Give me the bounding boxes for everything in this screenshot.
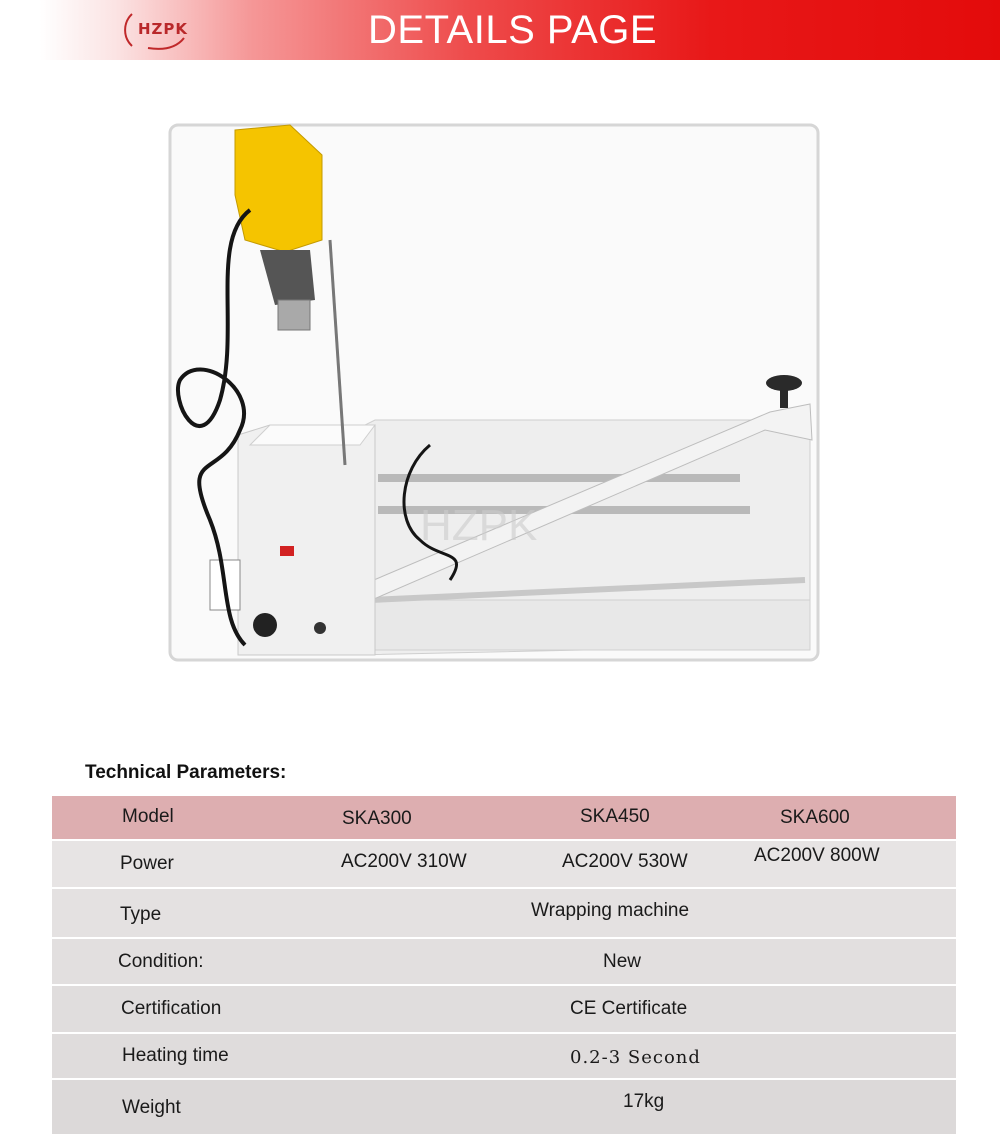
model-label: Model bbox=[122, 806, 174, 827]
row-divider bbox=[64, 1078, 956, 1079]
model-ska600: SKA600 bbox=[780, 807, 850, 828]
model-ska300: SKA300 bbox=[342, 808, 412, 829]
type-value: Wrapping machine bbox=[531, 900, 690, 921]
model-ska450: SKA450 bbox=[580, 806, 650, 827]
row-divider bbox=[64, 887, 956, 888]
section-title: Technical Parameters: bbox=[85, 762, 287, 783]
power-ska450: AC200V 530W bbox=[562, 851, 688, 872]
table-row bbox=[52, 889, 956, 937]
product-image bbox=[150, 100, 850, 700]
power-ska300: AC200V 310W bbox=[341, 851, 467, 872]
heating-time-value: 0.2-3 Second bbox=[570, 1047, 701, 1068]
weight-value: 17kg bbox=[623, 1091, 665, 1112]
watermark-text: HZPK bbox=[420, 501, 538, 550]
certification-value: CE Certificate bbox=[570, 998, 688, 1019]
row-divider bbox=[64, 937, 956, 938]
power-ska600: AC200V 800W bbox=[754, 845, 880, 866]
heating-time-label: Heating time bbox=[122, 1045, 229, 1066]
row-divider bbox=[64, 1032, 956, 1033]
brand-logo-text: HZPK bbox=[138, 20, 189, 38]
condition-label: Condition: bbox=[118, 951, 204, 972]
table-row bbox=[52, 1080, 956, 1134]
certification-label: Certification bbox=[121, 998, 222, 1019]
page-title: DETAILS PAGE bbox=[368, 8, 658, 52]
row-divider bbox=[64, 984, 956, 985]
condition-value: New bbox=[603, 951, 642, 972]
type-label: Type bbox=[120, 904, 162, 925]
weight-label: Weight bbox=[122, 1097, 181, 1118]
power-label: Power bbox=[120, 853, 174, 874]
